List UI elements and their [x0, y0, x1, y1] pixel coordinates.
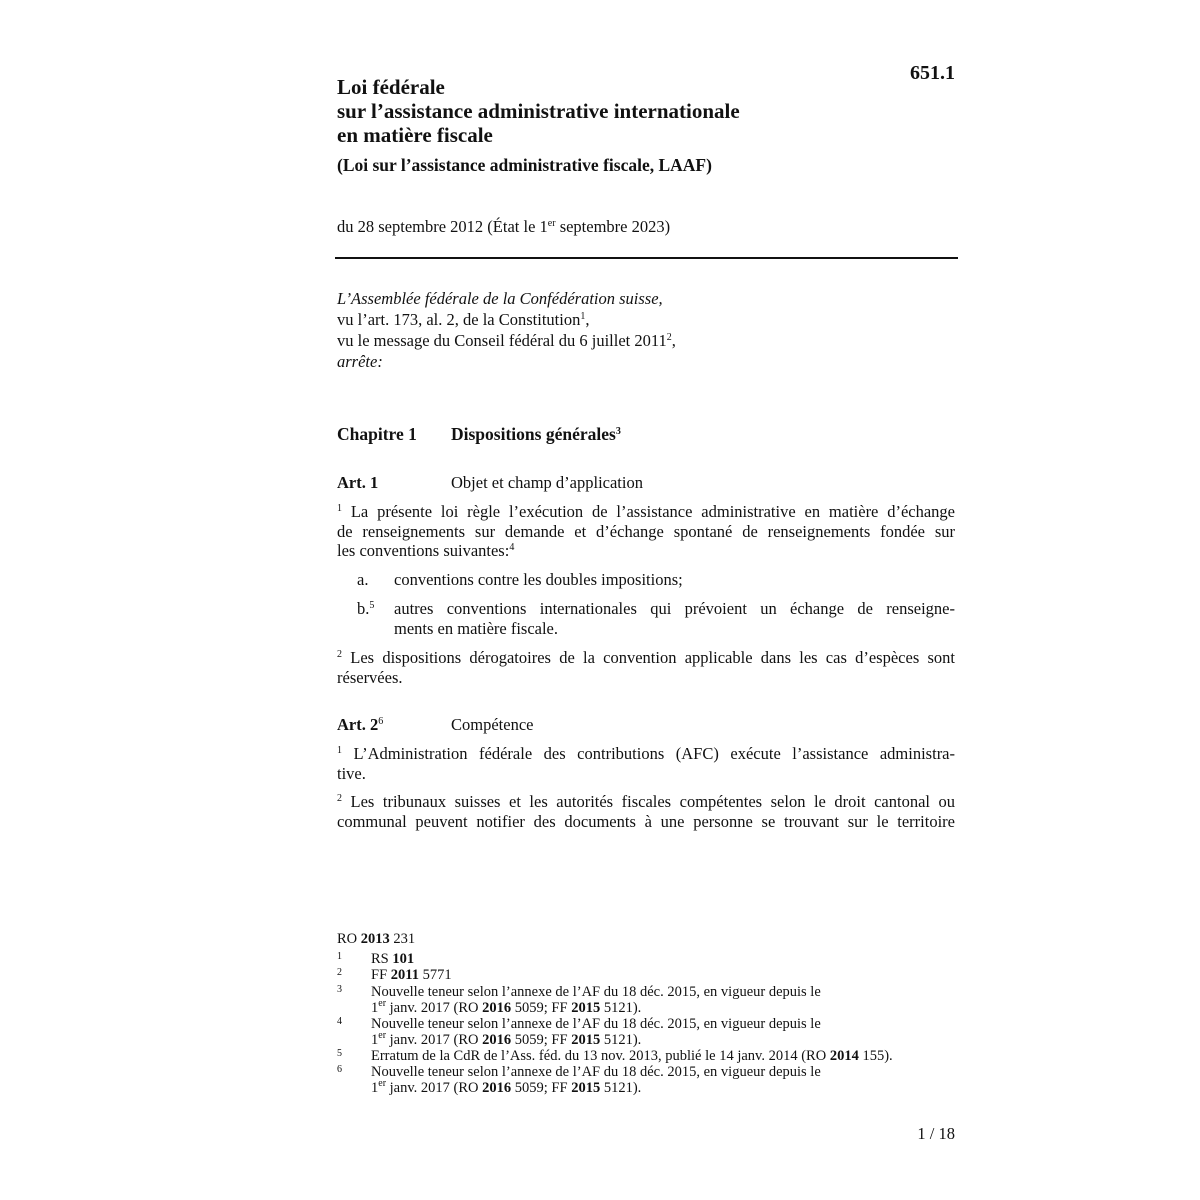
paragraph-line	[337, 744, 955, 764]
preamble-line: vu l’art. 173, al. 2, de la Constitution$^1$,	[337, 310, 590, 329]
paragraph-number: 2	[337, 649, 342, 660]
ref-bold: 2013	[360, 931, 390, 947]
list-text: conventions contre les doubles impositions;	[394, 570, 683, 589]
chapter-title: Dispositions générales	[451, 424, 616, 444]
list-label-text: b.	[357, 599, 370, 618]
footnote-bold: 101	[392, 951, 415, 967]
paragraph-line: tive.	[337, 763, 366, 783]
footnote-ref[interactable]: 2	[666, 332, 672, 343]
preamble-text: vu le message du Conseil fédéral du 6 juillet 2011	[337, 331, 667, 350]
footnote-line	[371, 1000, 821, 1016]
footnote-plain: 5059; FF	[511, 1000, 572, 1016]
paragraph-text: La présente loi règle l’exécution de l’assistance administrative en matière d’échange	[350, 502, 956, 521]
footnote-bold: 2014	[829, 1048, 859, 1064]
footnote-superscript: er	[378, 1078, 387, 1089]
title-line: en matière fiscale	[337, 123, 493, 147]
paragraph	[337, 648, 955, 687]
footnote-number: 4	[337, 1016, 342, 1027]
preamble-assembly: L’Assemblée fédérale de la Confédération suisse,	[337, 289, 663, 308]
footnote-ref[interactable]: 4	[509, 542, 515, 553]
paragraph-text: Les tribunaux suisses et les autorités fiscales compétentes selon le droit cantonal ou	[350, 792, 956, 811]
paragraph-line	[337, 541, 955, 561]
footnote-line: Nouvelle teneur selon l’annexe de l’AF du 18 déc. 2015, en vigueur depuis le	[371, 1064, 821, 1080]
paragraph	[337, 792, 955, 831]
law-title	[337, 75, 740, 147]
footnote-ref[interactable]: 5	[369, 600, 375, 611]
preamble-text: vu l’art. 173, al. 2, de la Constitution	[337, 310, 581, 329]
footnote-plain: janv. 2017 (RO	[386, 1000, 483, 1016]
footnote-text	[371, 1064, 821, 1096]
list-label: a.	[357, 570, 369, 589]
footnote-plain: 5121).	[600, 1080, 642, 1096]
footnote-plain: 5121).	[600, 1000, 642, 1016]
paragraph-number: 1	[337, 503, 342, 514]
page-number: 1 / 18	[917, 1124, 955, 1143]
paragraph-text: les conventions suivantes:	[337, 541, 510, 560]
footnote-plain: 155).	[858, 1048, 893, 1064]
law-date	[337, 217, 670, 237]
paragraph-line	[337, 502, 955, 522]
footnote-plain: 1	[371, 1032, 379, 1048]
footnote-text	[371, 951, 414, 967]
footnote-plain: 5059; FF	[511, 1080, 572, 1096]
footnote-plain: RS	[371, 951, 393, 967]
footnote-bold: 2016	[482, 1032, 512, 1048]
paragraph-line: réservées.	[337, 667, 403, 687]
paragraph-text: L’Administration fédérale des contributions (AFC) exécute l’assistance administra-	[353, 744, 956, 763]
title-line: sur l’assistance administrative internationale	[337, 99, 740, 123]
paragraph-text: Les dispositions dérogatoires de la convention applicable dans les cas d’espèces sont	[350, 648, 955, 667]
footnote-plain: Erratum de la CdR de l’Ass. féd. du 13 nov. 2013, publié le 14 janv. 2014 (RO	[371, 1048, 830, 1064]
paragraph-line: de renseignements sur demande et d’échange spontané de renseignements fondée sur	[337, 521, 955, 541]
chapter-number: Chapitre 1	[337, 424, 417, 444]
article-number	[337, 715, 451, 735]
article-title: Objet et champ d’application	[451, 473, 643, 492]
header-divider	[335, 257, 958, 259]
footnote-number: 2	[337, 967, 342, 978]
footnote-bold: 2015	[571, 1080, 601, 1096]
preamble-decree: arrête:	[337, 352, 383, 371]
paragraph-number: 2	[337, 793, 342, 804]
article-heading	[337, 473, 643, 493]
paragraph-line: communal peuvent notifier des documents à une personne se trouvant sur le territoire	[337, 811, 955, 831]
date-text: septembre 2023)	[555, 217, 671, 236]
sr-number: 651.1	[910, 62, 955, 84]
footnote-ref[interactable]: 1	[580, 311, 586, 322]
footnote-plain: FF	[371, 967, 391, 983]
footnote-line: Nouvelle teneur selon l’annexe de l’AF du 18 déc. 2015, en vigueur depuis le	[371, 1016, 821, 1032]
paragraph-line	[337, 648, 955, 668]
footnote-bold: 2016	[482, 1080, 512, 1096]
paragraph	[337, 744, 955, 783]
footnote-bold: 2015	[571, 1000, 601, 1016]
footnote-plain: janv. 2017 (RO	[386, 1080, 483, 1096]
footnote-ref[interactable]: 3	[615, 426, 621, 437]
official-compilation-ref	[337, 931, 415, 948]
article-number-text: Art. 2	[337, 715, 379, 734]
footnote-line	[371, 1032, 821, 1048]
preamble-line: vu le message du Conseil fédéral du 6 juillet 2011$^2$,	[337, 331, 676, 350]
paragraph	[337, 502, 955, 561]
ref-text: 231	[389, 931, 416, 947]
footnote-text	[371, 1016, 821, 1048]
footnote-number: 5	[337, 1048, 342, 1059]
article-number: Art. 1	[337, 473, 379, 492]
date-text: du 28 septembre 2012 (État le 1	[337, 217, 548, 236]
footnote-plain: 1	[371, 1080, 379, 1096]
preamble	[337, 288, 676, 372]
short-title: (Loi sur l’assistance administrative fiscale, LAAF)	[337, 155, 712, 175]
list-line: autres conventions internationales qui prévoient un échange de renseigne-	[394, 599, 955, 618]
footnote-bold: 2011	[390, 967, 419, 983]
footnote-plain: 1	[371, 1000, 379, 1016]
list-text	[394, 599, 955, 638]
article-title: Compétence	[451, 715, 534, 734]
footnote-plain: janv. 2017 (RO	[386, 1032, 483, 1048]
footnote-plain: 5059; FF	[511, 1032, 572, 1048]
date-superscript: er	[547, 218, 556, 229]
footnote-number: 6	[337, 1064, 342, 1075]
footnote-text	[371, 984, 821, 1016]
footnote-number: 1	[337, 951, 342, 962]
footnote-superscript: er	[378, 998, 387, 1009]
footnote-line	[371, 1080, 821, 1096]
paragraph-number: 1	[337, 745, 342, 756]
footnote-plain: 5771	[418, 967, 452, 983]
footnote-bold: 2015	[571, 1032, 601, 1048]
ref-text: RO	[337, 931, 361, 947]
paragraph-line	[337, 792, 955, 812]
article-heading	[337, 715, 533, 735]
footnote-text	[371, 1048, 893, 1064]
footnote-superscript: er	[378, 1030, 387, 1041]
list-line: ments en matière fiscale.	[394, 618, 559, 638]
footnote-bold: 2016	[482, 1000, 512, 1016]
footnote-line: Nouvelle teneur selon l’annexe de l’AF du 18 déc. 2015, en vigueur depuis le	[371, 984, 821, 1000]
list-label	[357, 599, 374, 619]
footnote-text	[371, 967, 452, 983]
footnote-plain: 5121).	[600, 1032, 642, 1048]
chapter-heading	[337, 424, 621, 445]
footnote-ref[interactable]: 6	[378, 716, 384, 727]
footnote-number: 3	[337, 984, 342, 995]
title-line: Loi fédérale	[337, 75, 445, 99]
